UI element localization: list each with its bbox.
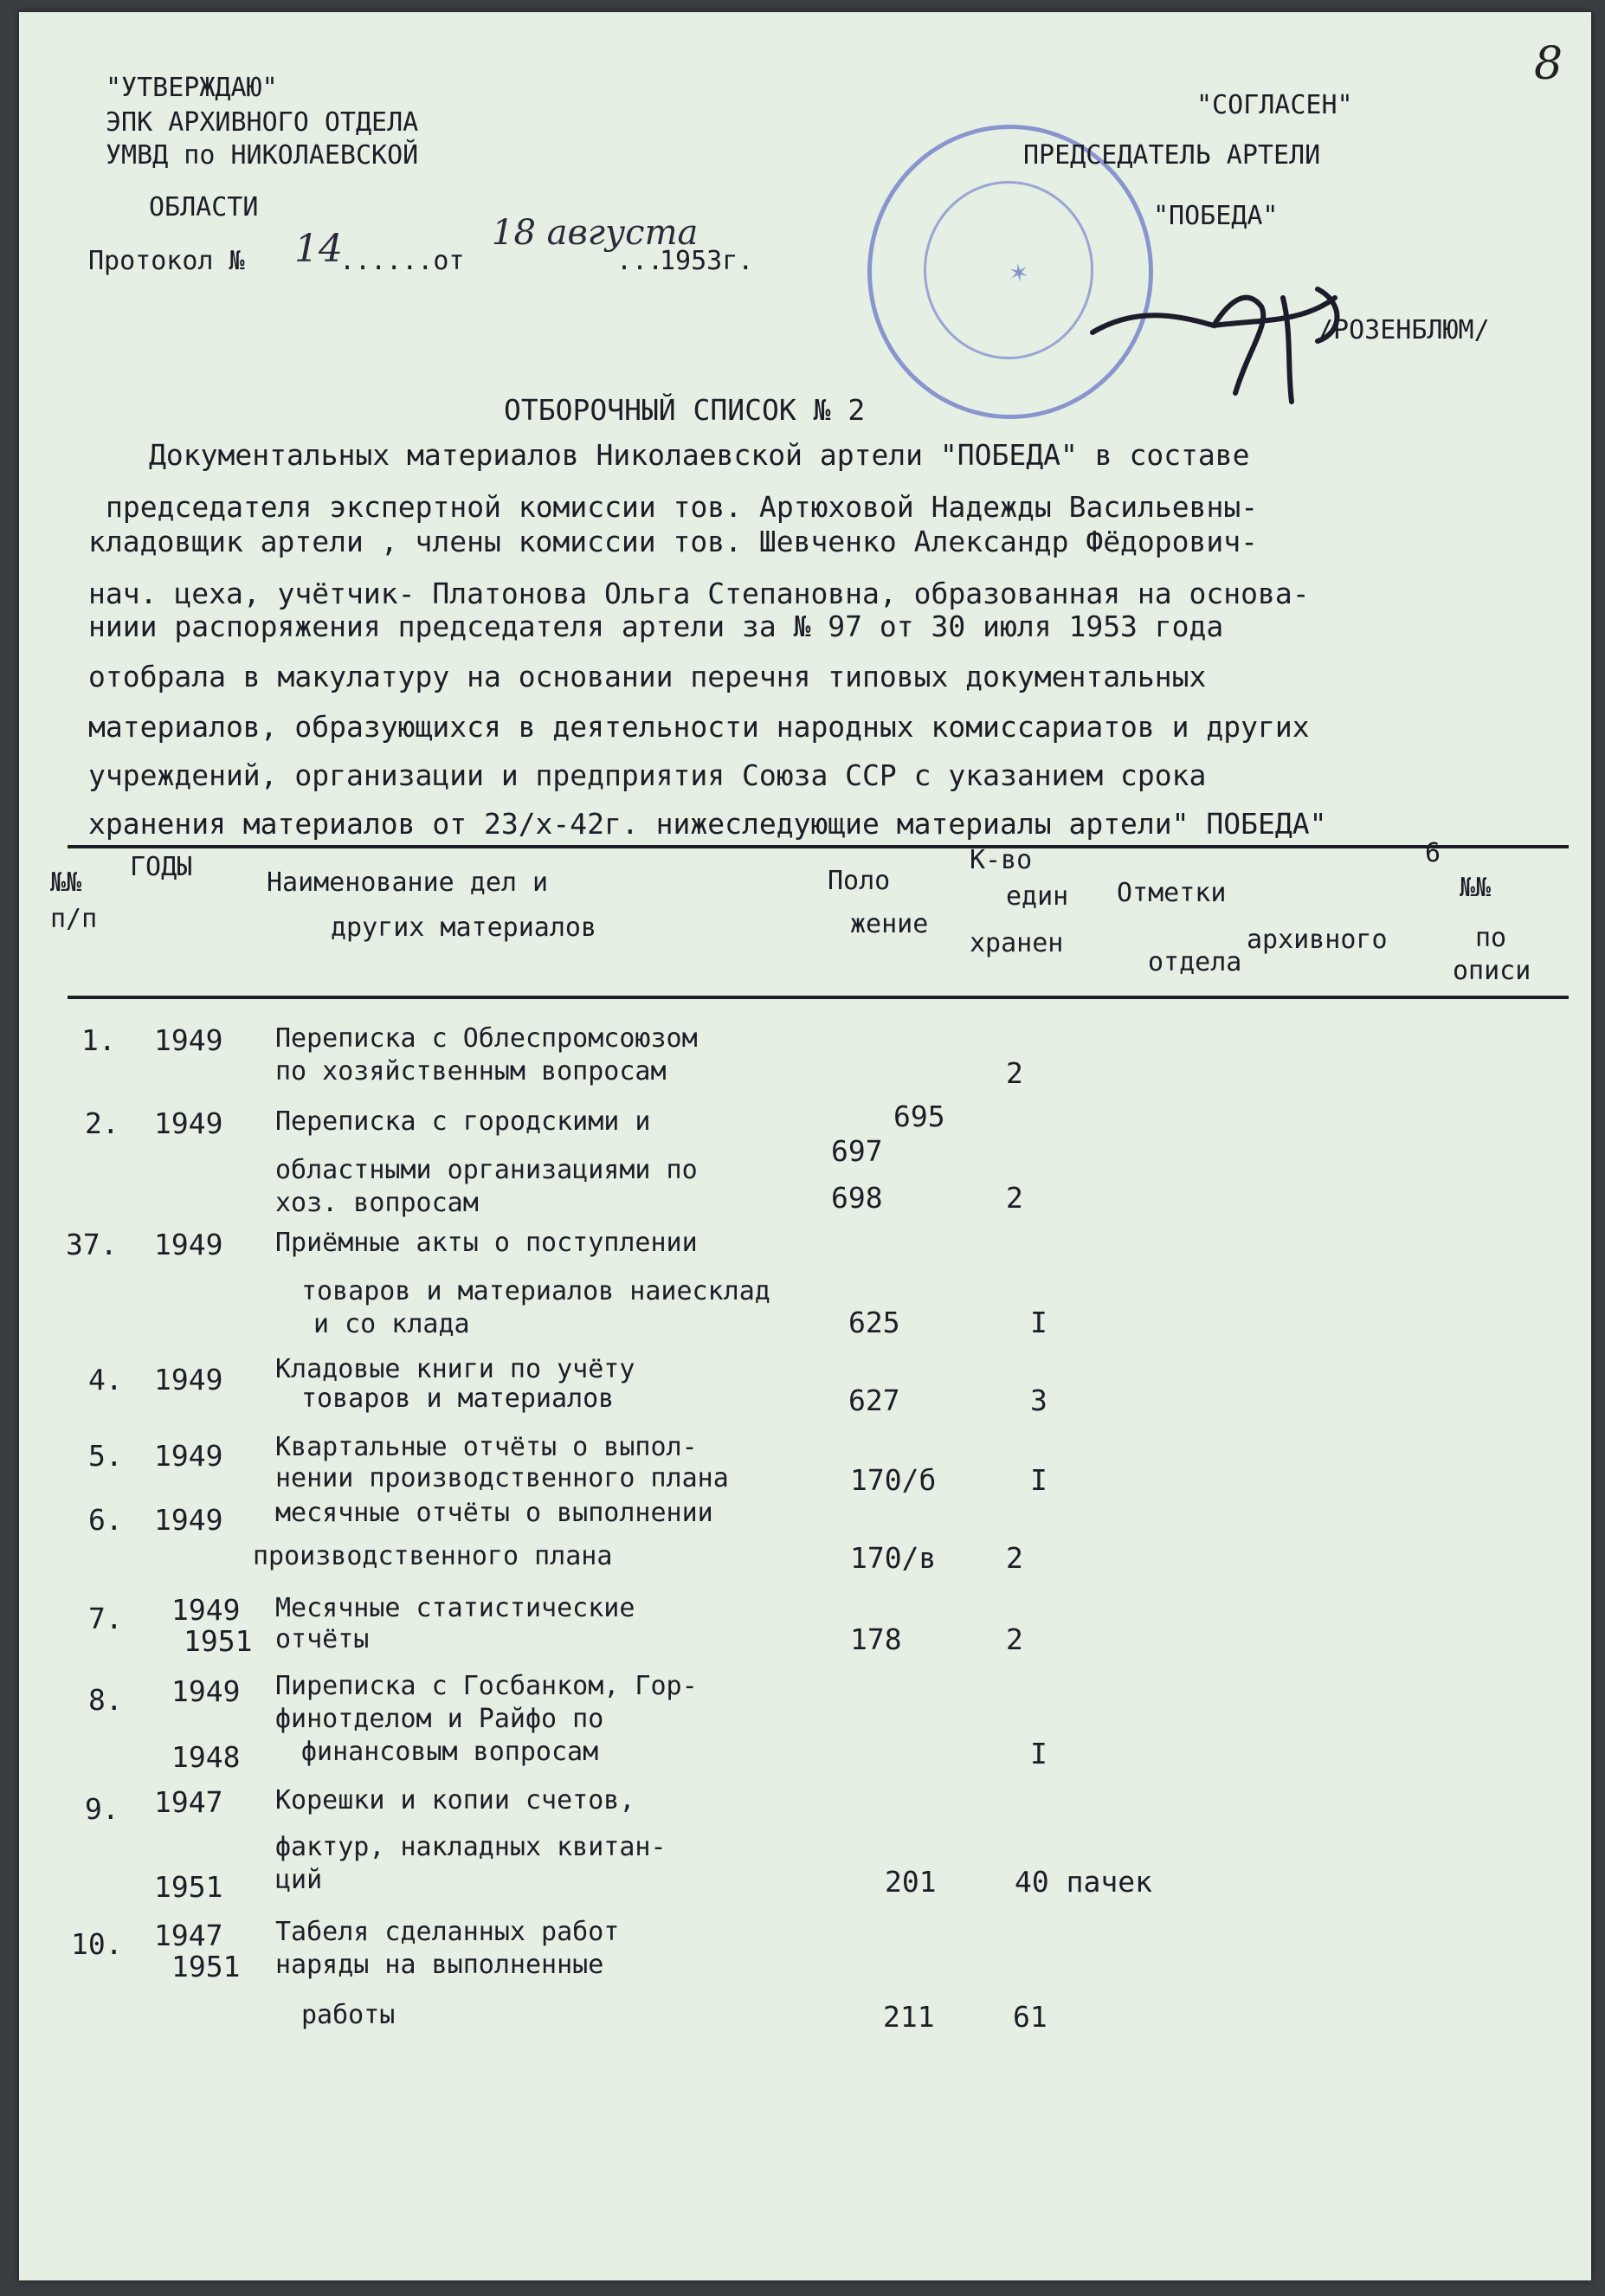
row-title-line: нении производственного плана — [275, 1463, 729, 1493]
row-title-line: Приёмные акты о поступлении — [275, 1228, 698, 1258]
row-year: 1949 — [154, 1503, 223, 1537]
header-qty-c: хранен — [970, 928, 1064, 958]
approve-line-3: ОБЛАСТИ — [149, 192, 259, 223]
protocol-dots-2: ... — [616, 246, 664, 276]
row-position: 627 — [848, 1383, 900, 1417]
intro-line: Документальных материалов Николаевской артели "ПОБЕДА" в составе — [149, 438, 1250, 472]
header-notes-c: отдела — [1148, 947, 1242, 977]
row-year: 1949 — [154, 1228, 223, 1261]
row-year: 1947 — [154, 1785, 223, 1819]
row-title-line: наряды на выполненные — [275, 1950, 604, 1980]
approve-line-2: УМВД по НИКОЛАЕВСКОЙ — [106, 140, 419, 171]
row-position: 698 — [831, 1181, 883, 1215]
header-name-a: Наименование дел и — [267, 867, 549, 898]
row-year: 1949 — [171, 1674, 241, 1708]
row-year: 1949 — [154, 1023, 223, 1057]
row-quantity: 3 — [1030, 1383, 1047, 1417]
row-title-line: ций — [275, 1865, 323, 1895]
row-number: 10. — [71, 1927, 123, 1961]
row-title-line: Квартальные отчёты о выпол- — [275, 1432, 698, 1462]
row-number: 6. — [88, 1503, 123, 1537]
agree-line-2: "ПОБЕДА" — [1153, 201, 1279, 231]
intro-line: ниии распоряжения председателя артели за № 97 от 30 июля 1953 года — [88, 609, 1224, 643]
row-year: 1949 — [154, 1363, 223, 1396]
row-title-line: работы — [301, 2000, 396, 2030]
row-position: 625 — [848, 1306, 900, 1339]
row-title-line: Табеля сделанных работ — [275, 1917, 620, 1947]
table-header-rule — [68, 996, 1569, 999]
approve-line-1: ЭПК АРХИВНОГО ОТДЕЛА — [106, 107, 419, 138]
row-quantity: I — [1030, 1463, 1047, 1497]
row-number: 37. — [66, 1228, 118, 1261]
header-years: ГОДЫ — [130, 852, 193, 882]
intro-line: материалов, образующихся в деятельности народных комиссариатов и других — [88, 710, 1310, 744]
row-title-line: товаров и материалов наиесклад — [301, 1276, 770, 1306]
row-title-line: Пиреписка с Госбанком, Гор- — [275, 1671, 698, 1701]
row-position: 211 — [883, 2000, 935, 2034]
intro-line: нач. цеха, учётчик- Платонова Ольга Степановна, образованная на основа- — [88, 577, 1310, 610]
intro-line: хранения материалов от 23/х-42г. нижеследующие материалы артели" ПОБЕДА" — [88, 807, 1327, 841]
row-quantity: 2 — [1006, 1056, 1023, 1090]
row-year: 1951 — [154, 1870, 223, 1904]
row-title-line: товаров и материалов — [301, 1383, 615, 1414]
agree-signature-name: /РОЗЕНБЛЮМ/ — [1318, 315, 1490, 345]
intro-line: кладовщик артели , члены комиссии тов. Шевченко Александр Фёдорович- — [88, 525, 1259, 558]
row-quantity: 61 — [1013, 2000, 1047, 2034]
row-number: 4. — [88, 1363, 123, 1396]
row-year: 1949 — [171, 1593, 241, 1627]
header-name-b: других материалов — [331, 913, 597, 943]
row-title-line: Переписка с городскими и — [275, 1106, 651, 1137]
protocol-prefix: Протокол № — [88, 246, 245, 276]
row-position: 695 — [893, 1100, 945, 1133]
row-title-line: отчёты — [275, 1624, 370, 1654]
row-title-line: Переписка с Облеспромсоюзом — [275, 1023, 698, 1054]
row-title-line: месячные отчёты о выполнении — [275, 1498, 713, 1528]
protocol-number: 14 — [294, 227, 343, 271]
signature-icon — [1084, 272, 1378, 419]
row-quantity: 40 пачек — [1015, 1865, 1152, 1899]
header-pos-b: жение — [850, 909, 929, 939]
row-title-line: Кладовые книги по учёту — [275, 1354, 635, 1384]
header-inv-a: №№ — [1460, 873, 1492, 903]
row-title-line: Месячные статистические — [275, 1593, 635, 1623]
intro-line: председателя экспертной комиссии тов. Артюховой Надежды Васильевны- — [106, 490, 1259, 524]
row-number: 9. — [85, 1792, 119, 1826]
row-position: 170/в — [850, 1541, 937, 1575]
document-title: ОТБОРОЧНЫЙ СПИСОК № 2 — [504, 393, 866, 427]
row-position: 178 — [850, 1622, 902, 1656]
row-number: 5. — [88, 1439, 123, 1473]
header-qty-b: един — [1006, 881, 1069, 912]
row-year: 1947 — [154, 1919, 223, 1952]
row-number: 2. — [85, 1106, 119, 1140]
protocol-dots-1: ......от — [339, 246, 465, 276]
row-quantity: 2 — [1006, 1181, 1023, 1215]
row-year: 1948 — [171, 1740, 241, 1774]
row-number: 1. — [81, 1023, 116, 1057]
intro-line: учреждений, организации и предприятия Союза ССР с указанием срока — [88, 758, 1207, 792]
protocol-date: 18 августа — [492, 213, 699, 253]
row-title-line: хоз. вопросам — [275, 1188, 479, 1218]
row-year: 1951 — [171, 1950, 241, 1983]
header-pos-a: Поло — [828, 866, 891, 896]
row-quantity: I — [1030, 1737, 1047, 1770]
row-position: 170/б — [850, 1463, 937, 1497]
row-quantity: I — [1030, 1306, 1047, 1339]
row-title-line: фактур, накладных квитан- — [275, 1832, 667, 1862]
header-inv-c: описи — [1453, 956, 1531, 986]
intro-line: отобрала в макулатуру на основании перечня типовых документальных — [88, 660, 1207, 693]
header-notes-a: Отметки — [1117, 878, 1227, 908]
row-year: 1951 — [184, 1624, 253, 1658]
header-column-marker: 6 — [1425, 838, 1441, 868]
header-num-a: №№ — [50, 867, 82, 898]
table-top-rule — [68, 845, 1569, 848]
protocol-year: 1953г. — [660, 246, 754, 276]
row-position: 201 — [885, 1865, 937, 1899]
row-number: 8. — [88, 1683, 123, 1717]
stamp-mark-icon: ✶ — [1007, 257, 1031, 289]
header-num-b: п/п — [50, 904, 98, 934]
row-title-line: Корешки и копии счетов, — [275, 1785, 635, 1816]
document-page — [19, 12, 1591, 2280]
header-inv-b: по — [1475, 923, 1507, 953]
row-title-line: финансовым вопросам — [301, 1737, 599, 1767]
row-quantity: 2 — [1006, 1622, 1023, 1656]
row-year: 1949 — [154, 1106, 223, 1140]
page-number: 8 — [1534, 38, 1563, 90]
approve-title: "УТВЕРЖДАЮ" — [106, 73, 278, 103]
header-notes-b: архивного — [1247, 925, 1388, 955]
row-title-line: областными организациями по — [275, 1155, 698, 1185]
row-title-line: и со клада — [313, 1309, 470, 1339]
row-number: 7. — [88, 1602, 123, 1635]
agree-line-1: ПРЕДСЕДАТЕЛЬ АРТЕЛИ — [1023, 140, 1321, 171]
row-quantity: 2 — [1006, 1541, 1023, 1575]
agree-title: "СОГЛАСЕН" — [1196, 90, 1353, 120]
row-title-line: производственного плана — [253, 1541, 613, 1571]
row-position: 697 — [831, 1134, 883, 1168]
header-qty-a: К-во — [970, 845, 1033, 875]
row-title-line: финотделом и Райфо по — [275, 1704, 604, 1734]
row-title-line: по хозяйственным вопросам — [275, 1056, 667, 1087]
row-year: 1949 — [154, 1439, 223, 1473]
